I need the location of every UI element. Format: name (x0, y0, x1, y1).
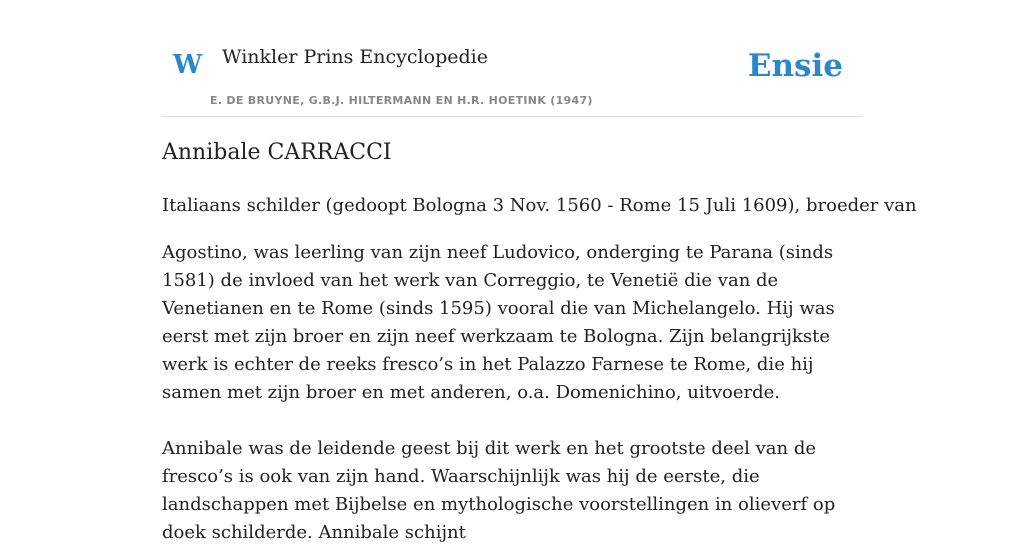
article-paragraph: Agostino, was leerling van zijn neef Ludovico, onderging te Parana (sinds 1581) de invloed van het werk van Correggio, te Venetië die van de Venetianen en te Rome (sinds 1595) vooral die van Michelangelo. Hij was eerst met zijn broer en zijn neef werkzaam te Bologna. Zijn belangrijkste werk is echter de reeks fresco’s in het Palazzo Farnese te Rome, die hij samen met zijn broer en met anderen, o.a. Domenichino, uitvoerde. (162, 242, 835, 403)
page (162, 0, 917, 543)
site-header (162, 0, 862, 117)
article-paragraph: Annibale was de leidende geest bij dit werk en het grootste deel van de fresco’s is ook van zijn hand. Waarschijnlijk was hij de eerste, die landschappen met Bijbelse en mythologische voorstellingen in olieverf op doek schilderde. Annibale schijnt (162, 438, 836, 543)
article-title: Annibale CARRACCI (162, 140, 392, 165)
byline: E. DE BRUYNE, G.B.J. HILTERMANN EN H.R. HOETINK (1947) (210, 94, 593, 107)
site-title[interactable]: Winkler Prins Encyclopedie (222, 46, 488, 68)
winkler-prins-logo[interactable]: W (173, 50, 203, 80)
article-paragraph: Italiaans schilder (gedoopt Bologna 3 Nov. 1560 - Rome 15 Juli 1609), broeder van (162, 195, 917, 216)
ensie-logo[interactable]: Ensie (747, 48, 843, 84)
